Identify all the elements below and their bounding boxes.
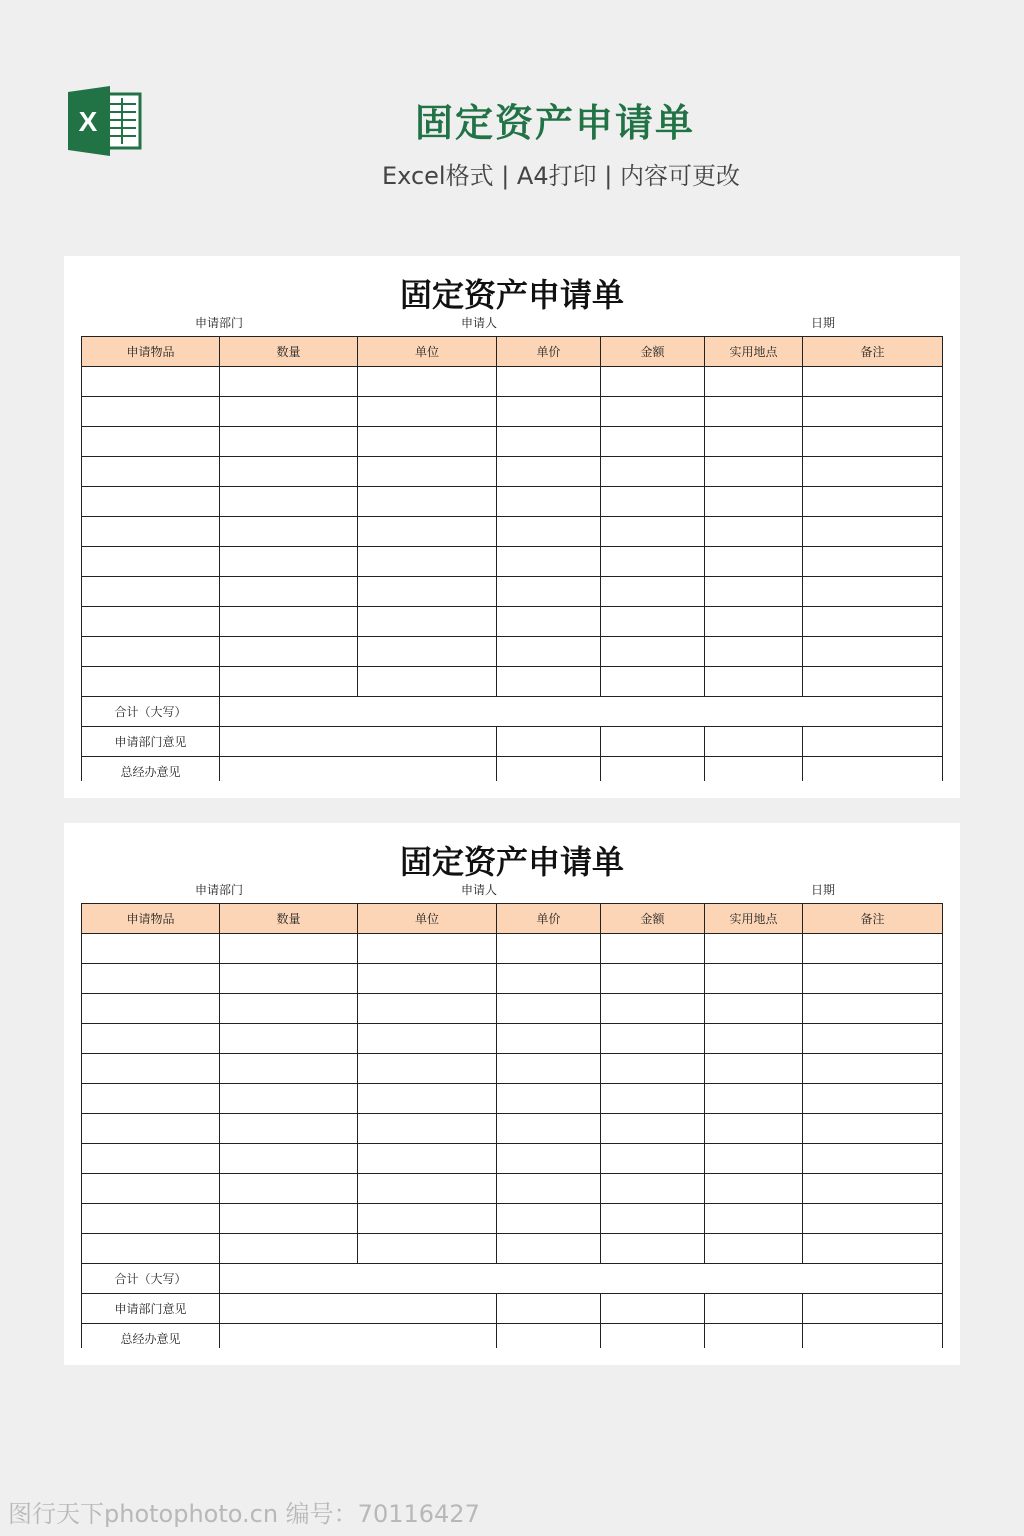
form-table-wrap bbox=[81, 903, 943, 1348]
table-cell[interactable] bbox=[803, 427, 943, 457]
table-cell[interactable] bbox=[705, 1174, 803, 1204]
table-cell[interactable] bbox=[82, 487, 220, 517]
table-cell[interactable] bbox=[220, 457, 358, 487]
table-cell[interactable] bbox=[358, 487, 497, 517]
table-cell[interactable] bbox=[358, 667, 497, 697]
department-label: 申请部门 bbox=[195, 316, 244, 330]
column-header: 单价 bbox=[497, 337, 601, 367]
table-row bbox=[82, 607, 943, 637]
column-header: 数量 bbox=[220, 337, 358, 367]
table-row bbox=[82, 577, 943, 607]
column-header: 单位 bbox=[358, 337, 497, 367]
table-cell[interactable] bbox=[497, 397, 601, 427]
table-cell[interactable] bbox=[82, 1084, 220, 1114]
table-cell[interactable] bbox=[358, 427, 497, 457]
table-cell[interactable] bbox=[803, 397, 943, 427]
table-cell[interactable] bbox=[82, 934, 220, 964]
table-cell[interactable] bbox=[803, 1204, 943, 1234]
table-cell[interactable] bbox=[601, 1084, 705, 1114]
table-cell[interactable] bbox=[358, 457, 497, 487]
table-row bbox=[82, 1114, 943, 1144]
page-title: 固定资产申请单 bbox=[414, 101, 695, 145]
table-cell[interactable] bbox=[803, 1114, 943, 1144]
table-cell[interactable] bbox=[358, 1174, 497, 1204]
table-cell[interactable] bbox=[82, 667, 220, 697]
table-cell[interactable] bbox=[705, 637, 803, 667]
date-label: 日期 bbox=[811, 883, 836, 897]
table-cell[interactable] bbox=[803, 607, 943, 637]
gm-opinion-cell[interactable] bbox=[497, 1324, 601, 1349]
table-cell[interactable] bbox=[497, 1054, 601, 1084]
dept-opinion-cell[interactable] bbox=[220, 1294, 497, 1324]
dept-opinion-cell[interactable] bbox=[803, 727, 943, 757]
table-row bbox=[82, 1054, 943, 1084]
table-cell[interactable] bbox=[497, 367, 601, 397]
table-cell[interactable] bbox=[705, 667, 803, 697]
table-cell[interactable] bbox=[705, 934, 803, 964]
gm-opinion-row bbox=[82, 757, 943, 782]
table-cell[interactable] bbox=[803, 637, 943, 667]
table-cell[interactable] bbox=[705, 547, 803, 577]
table-cell[interactable] bbox=[497, 667, 601, 697]
table-cell[interactable] bbox=[601, 547, 705, 577]
dept-opinion-cell[interactable] bbox=[497, 727, 601, 757]
dept-opinion-cell[interactable] bbox=[601, 727, 705, 757]
table-cell[interactable] bbox=[220, 1174, 358, 1204]
table-cell[interactable] bbox=[705, 1114, 803, 1144]
table-cell[interactable] bbox=[82, 1204, 220, 1234]
table-cell[interactable] bbox=[601, 577, 705, 607]
table-cell[interactable] bbox=[497, 427, 601, 457]
dept-opinion-row bbox=[82, 727, 943, 757]
total-value-cell[interactable] bbox=[220, 1264, 943, 1294]
table-cell[interactable] bbox=[220, 964, 358, 994]
table-cell[interactable] bbox=[220, 427, 358, 457]
dept-opinion-cell[interactable] bbox=[803, 1294, 943, 1324]
gm-opinion-cell[interactable] bbox=[497, 757, 601, 782]
gm-opinion-cell[interactable] bbox=[220, 1324, 497, 1349]
total-row bbox=[82, 697, 943, 727]
gm-opinion-cell[interactable] bbox=[601, 757, 705, 782]
table-cell[interactable] bbox=[601, 367, 705, 397]
table-row bbox=[82, 367, 943, 397]
table-cell[interactable] bbox=[358, 397, 497, 427]
table-cell[interactable] bbox=[705, 577, 803, 607]
table-cell[interactable] bbox=[803, 1024, 943, 1054]
table-cell[interactable] bbox=[358, 1114, 497, 1144]
table-row bbox=[82, 667, 943, 697]
dept-opinion-cell[interactable] bbox=[601, 1294, 705, 1324]
table-row bbox=[82, 994, 943, 1024]
table-row bbox=[82, 1234, 943, 1264]
table-cell[interactable] bbox=[358, 934, 497, 964]
table-cell[interactable] bbox=[803, 964, 943, 994]
table-cell[interactable] bbox=[705, 517, 803, 547]
total-label: 合计（大写） bbox=[82, 697, 220, 727]
table-cell[interactable] bbox=[705, 1204, 803, 1234]
applicant-label: 申请人 bbox=[461, 883, 498, 897]
table-cell[interactable] bbox=[220, 1144, 358, 1174]
table-cell[interactable] bbox=[220, 934, 358, 964]
table-cell[interactable] bbox=[803, 667, 943, 697]
table-row bbox=[82, 1084, 943, 1114]
table-cell[interactable] bbox=[220, 397, 358, 427]
table-cell[interactable] bbox=[82, 1174, 220, 1204]
table-cell[interactable] bbox=[220, 607, 358, 637]
table-cell[interactable] bbox=[497, 1024, 601, 1054]
form-title: 固定资产申请单 bbox=[399, 276, 624, 314]
table-cell[interactable] bbox=[601, 964, 705, 994]
table-cell[interactable] bbox=[82, 577, 220, 607]
table-cell[interactable] bbox=[601, 1234, 705, 1264]
table-cell[interactable] bbox=[497, 1204, 601, 1234]
table-body bbox=[82, 367, 943, 782]
table-cell[interactable] bbox=[358, 577, 497, 607]
table-row bbox=[82, 517, 943, 547]
gm-opinion-label: 总经办意见 bbox=[82, 757, 220, 782]
table-cell[interactable] bbox=[497, 487, 601, 517]
applicant-label: 申请人 bbox=[461, 316, 498, 330]
table-cell[interactable] bbox=[82, 457, 220, 487]
table-cell[interactable] bbox=[497, 547, 601, 577]
total-row bbox=[82, 1264, 943, 1294]
table-cell[interactable] bbox=[705, 457, 803, 487]
gm-opinion-label: 总经办意见 bbox=[82, 1324, 220, 1349]
table-cell[interactable] bbox=[601, 427, 705, 457]
page-subtitle: Excel格式 | A4打印 | 内容可更改 bbox=[382, 162, 740, 190]
table-cell[interactable] bbox=[601, 457, 705, 487]
table-cell[interactable] bbox=[82, 637, 220, 667]
table-cell[interactable] bbox=[705, 994, 803, 1024]
table-cell[interactable] bbox=[358, 994, 497, 1024]
table-cell[interactable] bbox=[358, 367, 497, 397]
column-header: 数量 bbox=[220, 904, 358, 934]
table-cell[interactable] bbox=[601, 517, 705, 547]
table-cell[interactable] bbox=[803, 517, 943, 547]
table-cell[interactable] bbox=[497, 964, 601, 994]
table-cell[interactable] bbox=[803, 577, 943, 607]
table-cell[interactable] bbox=[82, 397, 220, 427]
table-cell[interactable] bbox=[497, 1084, 601, 1114]
table-cell[interactable] bbox=[82, 994, 220, 1024]
table-cell[interactable] bbox=[358, 1084, 497, 1114]
form-table bbox=[81, 903, 943, 1348]
column-header: 实用地点 bbox=[705, 337, 803, 367]
column-header: 单位 bbox=[358, 904, 497, 934]
table-cell[interactable] bbox=[705, 487, 803, 517]
gm-opinion-cell[interactable] bbox=[601, 1324, 705, 1349]
gm-opinion-cell[interactable] bbox=[220, 757, 497, 782]
table-cell[interactable] bbox=[220, 1114, 358, 1144]
table-cell[interactable] bbox=[705, 397, 803, 427]
form-table-wrap bbox=[81, 336, 943, 781]
table-cell[interactable] bbox=[82, 1114, 220, 1144]
table-row bbox=[82, 1174, 943, 1204]
gm-opinion-cell[interactable] bbox=[705, 1324, 803, 1349]
gm-opinion-row bbox=[82, 1324, 943, 1349]
dept-opinion-cell[interactable] bbox=[497, 1294, 601, 1324]
table-cell[interactable] bbox=[358, 1204, 497, 1234]
table-cell[interactable] bbox=[82, 517, 220, 547]
table-cell[interactable] bbox=[82, 367, 220, 397]
table-cell[interactable] bbox=[82, 607, 220, 637]
table-cell[interactable] bbox=[803, 934, 943, 964]
table-cell[interactable] bbox=[601, 1054, 705, 1084]
date-label: 日期 bbox=[811, 316, 836, 330]
table-cell[interactable] bbox=[601, 1144, 705, 1174]
table-cell[interactable] bbox=[358, 607, 497, 637]
table-cell[interactable] bbox=[705, 1054, 803, 1084]
table-row bbox=[82, 934, 943, 964]
department-label: 申请部门 bbox=[195, 883, 244, 897]
table-cell[interactable] bbox=[803, 994, 943, 1024]
table-cell[interactable] bbox=[220, 1084, 358, 1114]
table-cell[interactable] bbox=[358, 1054, 497, 1084]
table-cell[interactable] bbox=[220, 367, 358, 397]
table-cell[interactable] bbox=[601, 994, 705, 1024]
table-cell[interactable] bbox=[220, 1054, 358, 1084]
dept-opinion-cell[interactable] bbox=[705, 727, 803, 757]
table-cell[interactable] bbox=[601, 1024, 705, 1054]
table-cell[interactable] bbox=[601, 487, 705, 517]
total-label: 合计（大写） bbox=[82, 1264, 220, 1294]
table-cell[interactable] bbox=[705, 1084, 803, 1114]
table-cell[interactable] bbox=[705, 1024, 803, 1054]
table-cell[interactable] bbox=[358, 637, 497, 667]
table-cell[interactable] bbox=[601, 1204, 705, 1234]
dept-opinion-label: 申请部门意见 bbox=[82, 727, 220, 757]
table-cell[interactable] bbox=[82, 547, 220, 577]
table-cell[interactable] bbox=[803, 1174, 943, 1204]
table-cell[interactable] bbox=[803, 547, 943, 577]
table-row bbox=[82, 964, 943, 994]
table-cell[interactable] bbox=[601, 1174, 705, 1204]
table-cell[interactable] bbox=[803, 1234, 943, 1264]
table-cell[interactable] bbox=[497, 607, 601, 637]
table-cell[interactable] bbox=[497, 577, 601, 607]
gm-opinion-cell[interactable] bbox=[705, 757, 803, 782]
svg-text:X: X bbox=[78, 106, 98, 137]
table-cell[interactable] bbox=[497, 457, 601, 487]
dept-opinion-row bbox=[82, 1294, 943, 1324]
gm-opinion-cell[interactable] bbox=[803, 1324, 943, 1349]
table-cell[interactable] bbox=[358, 1024, 497, 1054]
table-row bbox=[82, 397, 943, 427]
table-cell[interactable] bbox=[220, 577, 358, 607]
table-cell[interactable] bbox=[803, 1144, 943, 1174]
column-header: 申请物品 bbox=[82, 337, 220, 367]
column-header: 备注 bbox=[803, 337, 943, 367]
table-cell[interactable] bbox=[705, 1234, 803, 1264]
table-cell[interactable] bbox=[705, 964, 803, 994]
table-cell[interactable] bbox=[601, 637, 705, 667]
table-cell[interactable] bbox=[705, 607, 803, 637]
table-cell[interactable] bbox=[601, 397, 705, 427]
table-cell[interactable] bbox=[220, 1234, 358, 1264]
table-cell[interactable] bbox=[220, 637, 358, 667]
watermark-text: 图行天下photophoto.cn 编号：70116427 bbox=[8, 1500, 480, 1528]
table-cell[interactable] bbox=[601, 667, 705, 697]
table-cell[interactable] bbox=[497, 934, 601, 964]
form-sheet-1 bbox=[64, 256, 960, 798]
table-cell[interactable] bbox=[803, 1084, 943, 1114]
table-cell[interactable] bbox=[497, 1234, 601, 1264]
table-cell[interactable] bbox=[803, 487, 943, 517]
column-header: 实用地点 bbox=[705, 904, 803, 934]
dept-opinion-cell[interactable] bbox=[705, 1294, 803, 1324]
column-header: 金额 bbox=[601, 337, 705, 367]
table-row bbox=[82, 1204, 943, 1234]
table-cell[interactable] bbox=[82, 1234, 220, 1264]
column-header: 申请物品 bbox=[82, 904, 220, 934]
table-cell[interactable] bbox=[220, 1024, 358, 1054]
table-cell[interactable] bbox=[497, 637, 601, 667]
column-header: 单价 bbox=[497, 904, 601, 934]
table-cell[interactable] bbox=[497, 517, 601, 547]
table-cell[interactable] bbox=[220, 667, 358, 697]
table-body bbox=[82, 934, 943, 1349]
total-value-cell[interactable] bbox=[220, 697, 943, 727]
table-row bbox=[82, 487, 943, 517]
table-cell[interactable] bbox=[82, 964, 220, 994]
table-cell[interactable] bbox=[601, 934, 705, 964]
table-cell[interactable] bbox=[82, 1144, 220, 1174]
table-cell[interactable] bbox=[358, 964, 497, 994]
table-cell[interactable] bbox=[358, 547, 497, 577]
table-cell[interactable] bbox=[705, 427, 803, 457]
table-row bbox=[82, 547, 943, 577]
table-cell[interactable] bbox=[82, 1054, 220, 1084]
table-row bbox=[82, 427, 943, 457]
table-cell[interactable] bbox=[705, 1144, 803, 1174]
column-header: 备注 bbox=[803, 904, 943, 934]
table-cell[interactable] bbox=[82, 427, 220, 457]
form-sheet-2 bbox=[64, 823, 960, 1365]
table-cell[interactable] bbox=[358, 1234, 497, 1264]
table-row bbox=[82, 457, 943, 487]
table-cell[interactable] bbox=[220, 994, 358, 1024]
table-header-row bbox=[82, 904, 943, 934]
table-cell[interactable] bbox=[497, 1114, 601, 1144]
table-row bbox=[82, 1024, 943, 1054]
table-cell[interactable] bbox=[220, 547, 358, 577]
table-cell[interactable] bbox=[220, 487, 358, 517]
table-header-row bbox=[82, 337, 943, 367]
table-cell[interactable] bbox=[220, 1204, 358, 1234]
gm-opinion-cell[interactable] bbox=[803, 757, 943, 782]
table-cell[interactable] bbox=[497, 1174, 601, 1204]
table-row bbox=[82, 637, 943, 667]
column-header: 金额 bbox=[601, 904, 705, 934]
table-cell[interactable] bbox=[220, 517, 358, 547]
table-cell[interactable] bbox=[803, 367, 943, 397]
table-cell[interactable] bbox=[803, 457, 943, 487]
table-cell[interactable] bbox=[358, 517, 497, 547]
table-cell[interactable] bbox=[497, 1144, 601, 1174]
table-cell[interactable] bbox=[497, 994, 601, 1024]
table-cell[interactable] bbox=[358, 1144, 497, 1174]
table-row bbox=[82, 1144, 943, 1174]
table-cell[interactable] bbox=[601, 1114, 705, 1144]
table-cell[interactable] bbox=[803, 1054, 943, 1084]
form-title: 固定资产申请单 bbox=[399, 843, 624, 881]
table-cell[interactable] bbox=[705, 367, 803, 397]
dept-opinion-label: 申请部门意见 bbox=[82, 1294, 220, 1324]
table-cell[interactable] bbox=[601, 607, 705, 637]
table-cell[interactable] bbox=[82, 1024, 220, 1054]
form-table bbox=[81, 336, 943, 781]
dept-opinion-cell[interactable] bbox=[220, 727, 497, 757]
